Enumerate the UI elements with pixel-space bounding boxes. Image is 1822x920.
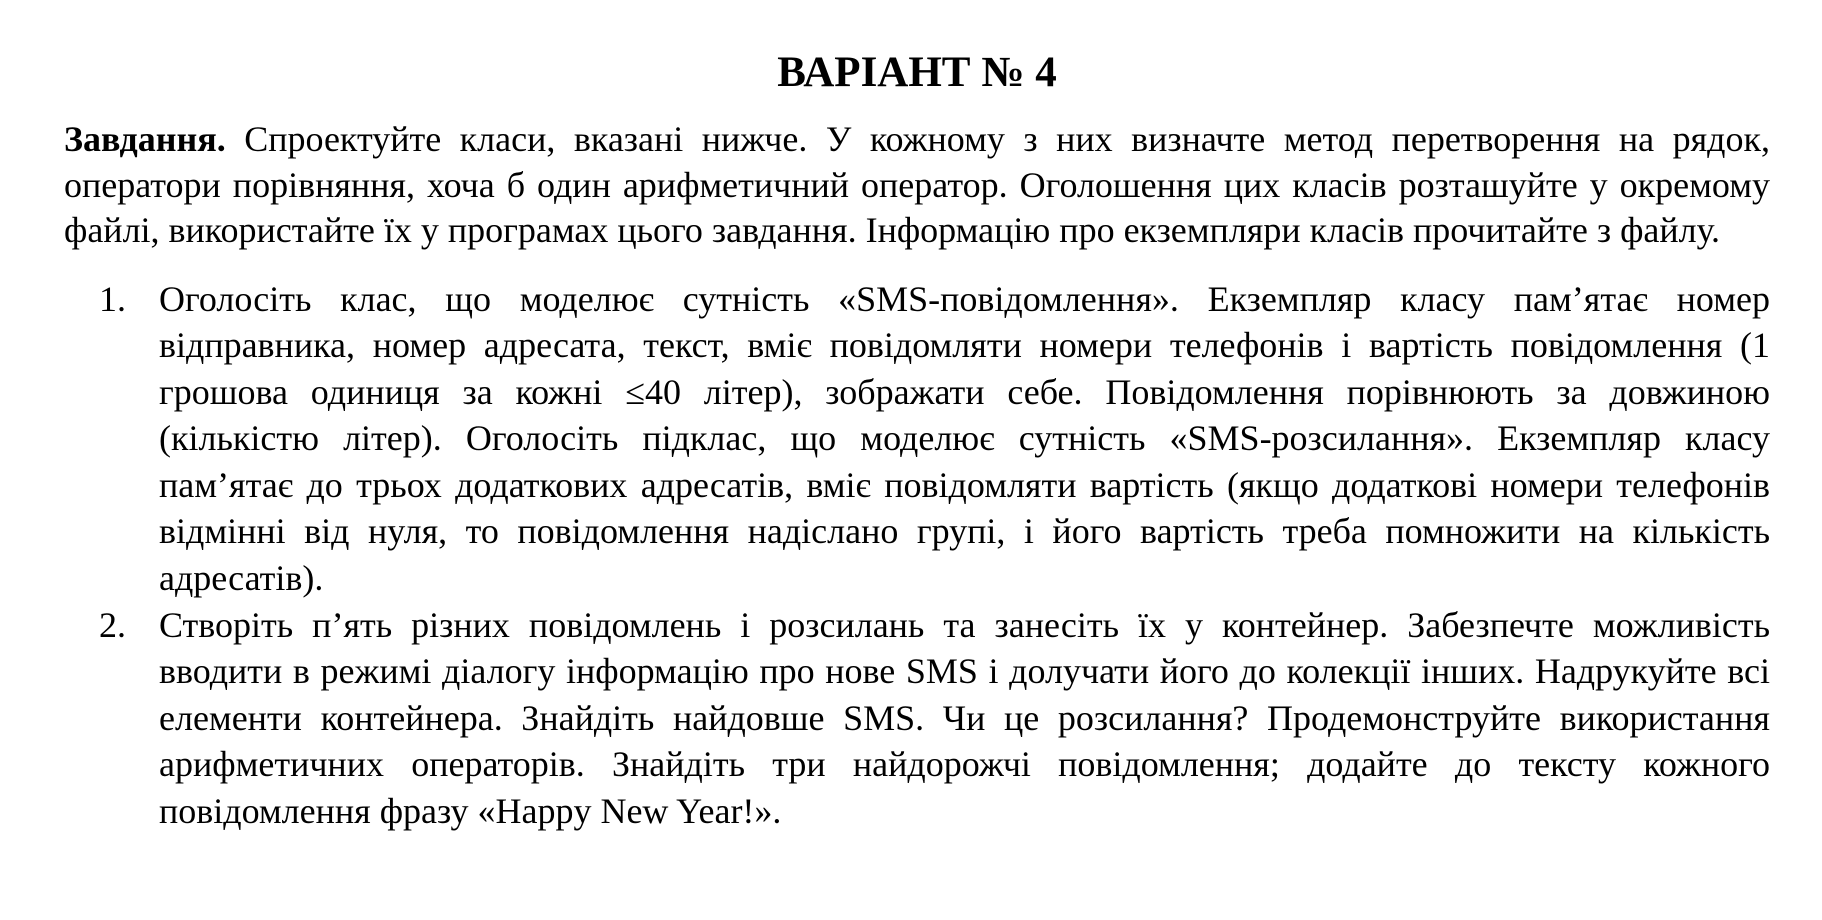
task-intro-text: Спроектуйте класи, вказані нижче. У кожному з них визначте метод перетворення на рядок, оператори порівняння, хоча б один арифметичний оператор. Оголошення цих класів розташуйте у окремому файлі, використайте їх у програмах цього завдання. Інформацію про екземпляри класів прочитайте з файлу. xyxy=(64,119,1770,250)
list-item-text: Оголосіть клас, що моделює сутність «SMS-повідомлення». Екземпляр класу пам’ятає номер відправника, номер адресата, текст, вміє повідомляти номери телефонів і вартість повідомлення (1 грошова одиниця за кожні ≤40 літер), зображати себе. Повідомлення порівнюють за довжиною (кількістю літер). Оголосіть підклас, що моделює сутність «SMS-розсилання». Екземпляр класу пам’ятає до трьох додаткових адресатів, вміє повідомляти вартість (якщо додаткові номери телефонів відмінні від нуля, то повідомлення надіслано групі, і його вартість треба помножити на кількість адресатів). xyxy=(159,278,1770,599)
document-page xyxy=(64,0,1770,835)
list-item-task-1 xyxy=(64,276,1770,602)
page-title: ВАРІАНТ № 4 xyxy=(777,49,1057,96)
list-item-number: 1. xyxy=(99,278,126,319)
list-item-number: 2. xyxy=(99,604,126,645)
list-item-text: Створіть п’ять різних повідомлень і розсилань та занесіть їх у контейнер. Забезпечте можливість вводити в режимі діалогу інформацію про нове SMS і долучати його до колекції інших. Надрукуйте всі елементи контейнера. Знайдіть найдовше SMS. Чи це розсилання? Продемонструйте використання арифметичних операторів. Знайдіть три найдорожчі повідомлення; додайте до тексту кожного повідомлення фразу «Happy New Year!». xyxy=(159,604,1770,832)
task-intro-lead: Завдання. xyxy=(64,119,226,159)
task-list xyxy=(64,276,1770,835)
list-item-task-2 xyxy=(64,602,1770,835)
task-intro-paragraph xyxy=(64,117,1770,254)
